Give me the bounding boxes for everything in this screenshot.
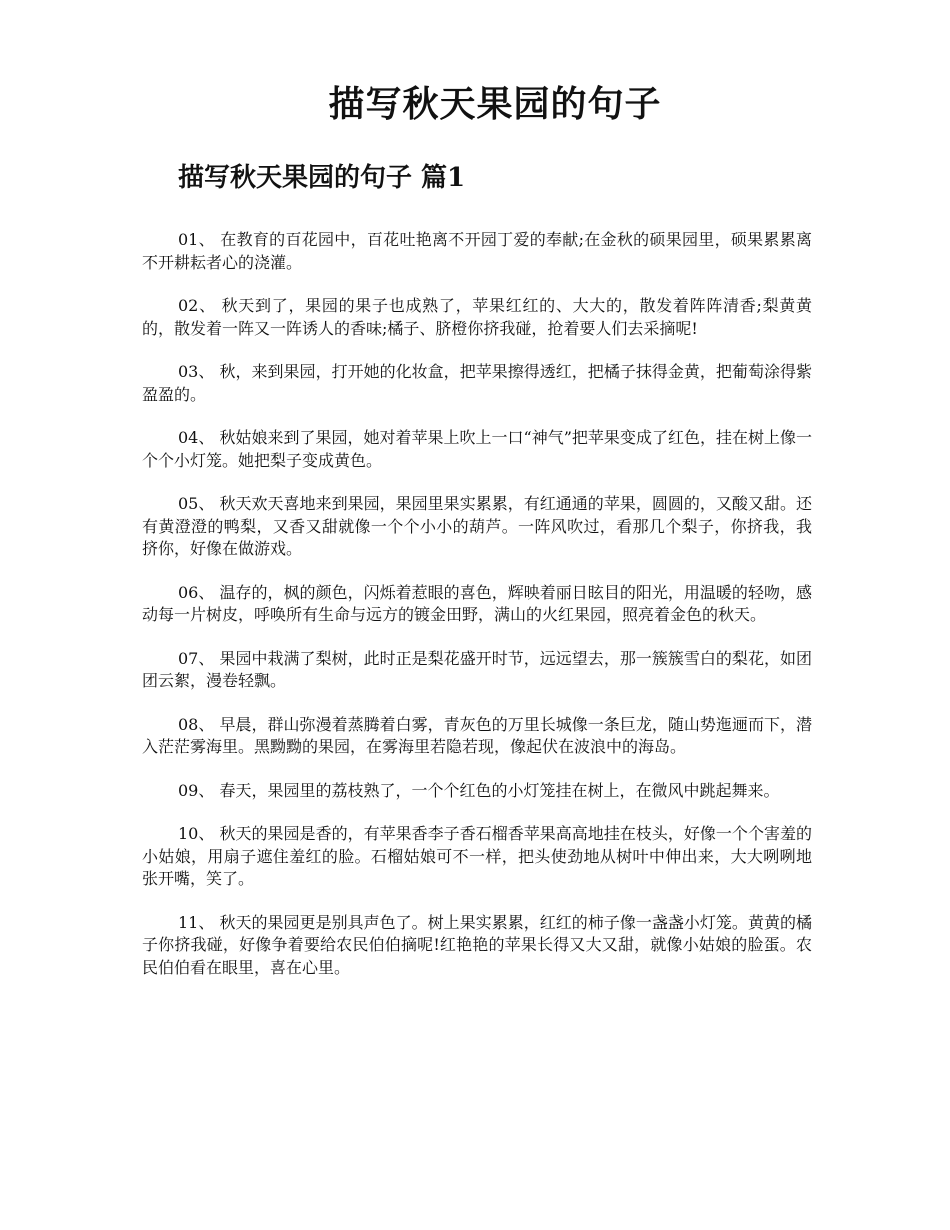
paragraph: 06、 温存的，枫的颜色，闪烁着惹眼的喜色，辉映着丽日眩目的阳光，用温暖的轻吻，感动每一片树皮，呼唤所有生命与远方的镀金田野，满山的火红果园，照亮着金色的秋天。: [142, 582, 812, 624]
paragraph: 08、 早晨，群山弥漫着蒸腾着白雾，青灰色的万里长城像一条巨龙，随山势迤逦而下，潜入茫茫雾海里。黑黝黝的果园，在雾海里若隐若现，像起伏在波浪中的海岛。: [142, 714, 812, 756]
paragraph: 09、 春天，果园里的荔枝熟了，一个个红色的小灯笼挂在树上，在微风中跳起舞来。: [178, 780, 780, 800]
paragraph: 10、 秋天的果园是香的，有苹果香李子香石榴香苹果高高地挂在枝头，好像一个个害羞的小姑娘，用扇子遮住羞红的脸。石榴姑娘可不一样，把头使劲地从树叶中伸出来，大大咧咧地张开嘴，笑了。: [142, 824, 812, 888]
paragraph: 02、 秋天到了，果园的果子也成熟了，苹果红红的、大大的，散发着阵阵清香;梨黄黄的，散发着一阵又一阵诱人的香味;橘子、脐橙你挤我碰，抢着要人们去采摘呢!: [142, 296, 812, 338]
paragraph: 04、 秋姑娘来到了果园，她对着苹果上吹上一口“神气”把苹果变成了红色，挂在树上像一个个小灯笼。她把梨子变成黄色。: [142, 428, 812, 470]
document-title: 描写秋天果园的句子: [328, 83, 662, 125]
section-heading: 描写秋天果园的句子 篇1: [178, 163, 466, 193]
paragraph: 07、 果园中栽满了梨树，此时正是梨花盛开时节，远远望去，那一簇簇雪白的梨花，如团团云絮，漫卷轻飘。: [142, 648, 812, 690]
paragraph: 03、 秋，来到果园，打开她的化妆盒，把苹果擦得透红，把橘子抹得金黄，把葡萄涂得紫盈盈的。: [142, 362, 812, 404]
paragraph: 05、 秋天欢天喜地来到果园，果园里果实累累，有红通通的苹果，圆圆的，又酸又甜。还有黄澄澄的鸭梨，又香又甜就像一个个小小的葫芦。一阵风吹过，看那几个梨子，你挤我，我挤你，好像在做游戏。: [142, 494, 812, 558]
paragraph: 01、 在教育的百花园中，百花吐艳离不开园丁爱的奉献;在金秋的硕果园里，硕果累累离不开耕耘者心的浇灌。: [142, 230, 812, 272]
paragraph: 11、 秋天的果园更是别具声色了。树上果实累累，红红的柿子像一盏盏小灯笼。黄黄的橘子你挤我碰，好像争着要给农民伯伯摘呢!红艳艳的苹果长得又大又甜，就像小姑娘的脸蛋。农民伯伯看在眼里，喜在心里。: [142, 912, 812, 977]
document-body: [142, 229, 812, 1000]
